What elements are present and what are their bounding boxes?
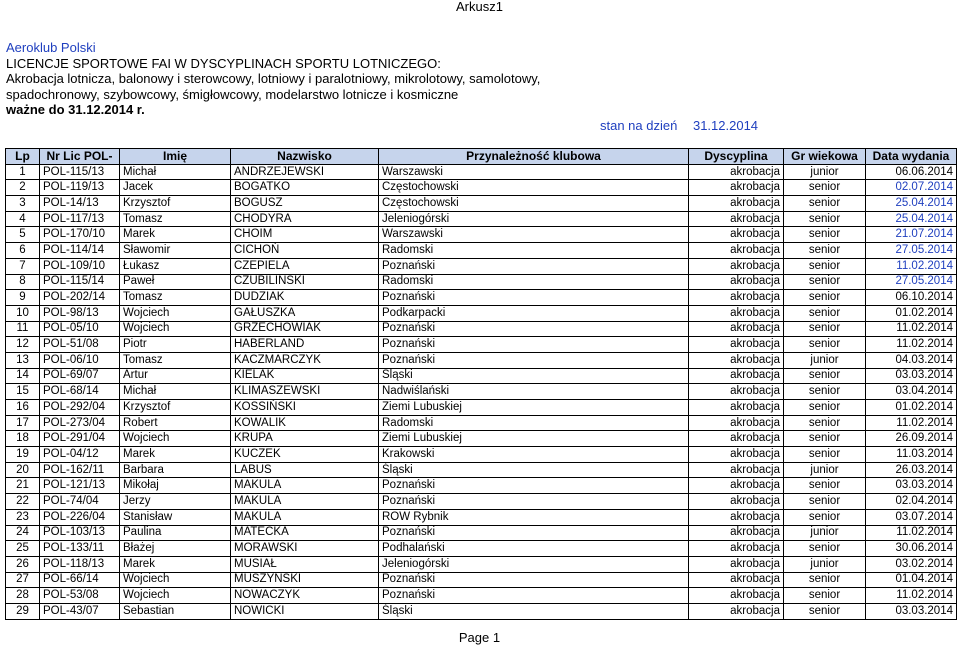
col-issue-date-cell: 02.04.2014 (866, 494, 957, 510)
col-lp-cell: 9 (6, 290, 40, 306)
col-first-name-cell: Marek (120, 447, 231, 463)
col-issue-date-cell: 03.07.2014 (866, 509, 957, 525)
col-lp-cell: 12 (6, 337, 40, 353)
col-last-name-cell: LABUS (231, 462, 379, 478)
col-issue-date-cell: 02.07.2014 (866, 180, 957, 196)
col-age-group-cell: senior (784, 494, 866, 510)
table-row (6, 352, 957, 368)
col-first-name-cell: Barbara (120, 462, 231, 478)
col-discipline-cell: akrobacja (689, 337, 784, 353)
col-first-name-cell: Michał (120, 164, 231, 180)
col-first-name-cell: Tomasz (120, 352, 231, 368)
col-lp-cell: 19 (6, 447, 40, 463)
col-issue-date-header: Data wydania (866, 149, 957, 165)
col-age-group-cell: senior (784, 274, 866, 290)
col-discipline-cell: akrobacja (689, 227, 784, 243)
col-first-name-cell: Jacek (120, 180, 231, 196)
col-club-cell: Warszawski (379, 227, 689, 243)
col-lp-cell: 22 (6, 494, 40, 510)
col-age-group-cell: junior (784, 164, 866, 180)
license-table (5, 148, 957, 620)
col-issue-date-cell: 11.02.2014 (866, 588, 957, 604)
col-age-group-cell: senior (784, 337, 866, 353)
document-header (6, 40, 540, 118)
col-first-name-cell: Jerzy (120, 494, 231, 510)
col-lp-cell: 26 (6, 556, 40, 572)
col-club-cell: Radomski (379, 274, 689, 290)
col-first-name-header: Imię (120, 149, 231, 165)
col-lp-cell: 15 (6, 384, 40, 400)
table-row (6, 337, 957, 353)
col-age-group-cell: senior (784, 227, 866, 243)
col-license-number-cell: POL-05/10 (40, 321, 120, 337)
col-age-group-cell: senior (784, 588, 866, 604)
table-row (6, 556, 957, 572)
col-lp-cell: 16 (6, 400, 40, 416)
col-discipline-header: Dyscyplina (689, 149, 784, 165)
col-lp-cell: 13 (6, 352, 40, 368)
col-first-name-cell: Wojciech (120, 321, 231, 337)
col-age-group-cell: senior (784, 368, 866, 384)
col-last-name-cell: CICHOŃ (231, 243, 379, 259)
col-discipline-cell: akrobacja (689, 400, 784, 416)
col-club-header: Przynależność klubowa (379, 149, 689, 165)
col-discipline-cell: akrobacja (689, 447, 784, 463)
col-first-name-cell: Krzysztof (120, 400, 231, 416)
col-issue-date-cell: 01.04.2014 (866, 572, 957, 588)
col-discipline-cell: akrobacja (689, 164, 784, 180)
col-license-number-cell: POL-292/04 (40, 400, 120, 416)
col-club-cell: Poznański (379, 572, 689, 588)
col-club-cell: Częstochowski (379, 196, 689, 212)
col-club-cell: Warszawski (379, 164, 689, 180)
col-lp-cell: 18 (6, 431, 40, 447)
col-first-name-cell: Piotr (120, 337, 231, 353)
col-license-number-cell: POL-43/07 (40, 603, 120, 619)
col-license-number-cell: POL-119/13 (40, 180, 120, 196)
col-license-number-cell: POL-118/13 (40, 556, 120, 572)
col-discipline-cell: akrobacja (689, 556, 784, 572)
col-last-name-cell: KACZMARCZYK (231, 352, 379, 368)
col-age-group-cell: senior (784, 415, 866, 431)
col-license-number-cell: POL-121/13 (40, 478, 120, 494)
col-club-cell: Jeleniogórski (379, 556, 689, 572)
col-age-group-cell: senior (784, 447, 866, 463)
col-age-group-cell: senior (784, 509, 866, 525)
col-issue-date-cell: 26.03.2014 (866, 462, 957, 478)
col-discipline-cell: akrobacja (689, 305, 784, 321)
col-age-group-cell: junior (784, 525, 866, 541)
col-last-name-cell: KOWALIK (231, 415, 379, 431)
col-issue-date-cell: 21.07.2014 (866, 227, 957, 243)
col-issue-date-cell: 06.10.2014 (866, 290, 957, 306)
col-discipline-cell: akrobacja (689, 525, 784, 541)
col-last-name-cell: KOSSIŃSKI (231, 400, 379, 416)
col-license-number-cell: POL-69/07 (40, 368, 120, 384)
col-lp-cell: 10 (6, 305, 40, 321)
col-license-number-cell: POL-226/04 (40, 509, 120, 525)
col-license-number-cell: POL-133/11 (40, 541, 120, 557)
col-issue-date-cell: 11.02.2014 (866, 415, 957, 431)
col-last-name-header: Nazwisko (231, 149, 379, 165)
table-row (6, 494, 957, 510)
col-club-cell: Częstochowski (379, 180, 689, 196)
table-header-row (6, 149, 957, 165)
col-club-cell: Śląski (379, 603, 689, 619)
col-club-cell: ROW Rybnik (379, 509, 689, 525)
col-lp-cell: 25 (6, 541, 40, 557)
col-first-name-cell: Robert (120, 415, 231, 431)
col-lp-cell: 11 (6, 321, 40, 337)
table-row (6, 572, 957, 588)
page-number: Page 1 (458, 630, 501, 645)
col-age-group-header: Gr wiekowa (784, 149, 866, 165)
col-lp-cell: 27 (6, 572, 40, 588)
col-club-cell: Poznański (379, 478, 689, 494)
col-first-name-cell: Marek (120, 556, 231, 572)
col-last-name-cell: GAŁUSZKA (231, 305, 379, 321)
col-first-name-cell: Mikołaj (120, 478, 231, 494)
table-row (6, 196, 957, 212)
col-age-group-cell: senior (784, 196, 866, 212)
col-last-name-cell: KRUPA (231, 431, 379, 447)
col-last-name-cell: DUDZIAK (231, 290, 379, 306)
col-license-number-cell: POL-115/14 (40, 274, 120, 290)
table-row (6, 243, 957, 259)
col-age-group-cell: senior (784, 541, 866, 557)
col-issue-date-cell: 03.03.2014 (866, 478, 957, 494)
col-license-number-cell: POL-51/08 (40, 337, 120, 353)
col-first-name-cell: Michał (120, 384, 231, 400)
table-row (6, 603, 957, 619)
col-lp-cell: 6 (6, 243, 40, 259)
col-club-cell: Poznański (379, 352, 689, 368)
col-club-cell: Ziemi Lubuskiej (379, 400, 689, 416)
col-club-cell: Śląski (379, 368, 689, 384)
col-discipline-cell: akrobacja (689, 541, 784, 557)
col-license-number-cell: POL-04/12 (40, 447, 120, 463)
col-license-number-cell: POL-103/13 (40, 525, 120, 541)
col-first-name-cell: Wojciech (120, 431, 231, 447)
table-row (6, 431, 957, 447)
col-last-name-cell: HABERLAND (231, 337, 379, 353)
col-last-name-cell: MAKULA (231, 509, 379, 525)
col-age-group-cell: senior (784, 180, 866, 196)
col-lp-cell: 28 (6, 588, 40, 604)
table-row (6, 509, 957, 525)
col-discipline-cell: akrobacja (689, 478, 784, 494)
col-lp-cell: 20 (6, 462, 40, 478)
col-age-group-cell: senior (784, 478, 866, 494)
col-discipline-cell: akrobacja (689, 274, 784, 290)
table-row (6, 258, 957, 274)
col-issue-date-cell: 27.05.2014 (866, 274, 957, 290)
col-discipline-cell: akrobacja (689, 384, 784, 400)
col-discipline-cell: akrobacja (689, 321, 784, 337)
table-row (6, 305, 957, 321)
col-discipline-cell: akrobacja (689, 196, 784, 212)
col-first-name-cell: Paulina (120, 525, 231, 541)
col-issue-date-cell: 03.02.2014 (866, 556, 957, 572)
table-row (6, 525, 957, 541)
col-license-number-cell: POL-114/14 (40, 243, 120, 259)
col-last-name-cell: GRZECHOWIAK (231, 321, 379, 337)
col-first-name-cell: Paweł (120, 274, 231, 290)
col-issue-date-cell: 30.06.2014 (866, 541, 957, 557)
col-last-name-cell: NOWACZYK (231, 588, 379, 604)
col-discipline-cell: akrobacja (689, 572, 784, 588)
sheet-title: Arkusz1 (456, 0, 503, 14)
col-discipline-cell: akrobacja (689, 431, 784, 447)
col-license-number-cell: POL-14/13 (40, 196, 120, 212)
col-first-name-cell: Tomasz (120, 211, 231, 227)
col-last-name-cell: ANDRZEJEWSKI (231, 164, 379, 180)
col-last-name-cell: NOWICKI (231, 603, 379, 619)
col-age-group-cell: senior (784, 243, 866, 259)
col-club-cell: Radomski (379, 415, 689, 431)
disciplines-line-1: Akrobacja lotnicza, balonowy i sterowcowy, lotniowy i paralotniowy, mikrolotowy, samolotowy, (6, 71, 541, 87)
col-club-cell: Jeleniogórski (379, 211, 689, 227)
organization-name: Aeroklub Polski (6, 40, 96, 55)
col-lp-cell: 3 (6, 196, 40, 212)
col-license-number-cell: POL-68/14 (40, 384, 120, 400)
col-age-group-cell: senior (784, 211, 866, 227)
table-row (6, 384, 957, 400)
col-lp-cell: 24 (6, 525, 40, 541)
table-row (6, 415, 957, 431)
col-first-name-cell: Łukasz (120, 258, 231, 274)
col-last-name-cell: KUCZEK (231, 447, 379, 463)
col-license-number-cell: POL-117/13 (40, 211, 120, 227)
col-club-cell: Krakowski (379, 447, 689, 463)
table-row (6, 368, 957, 384)
col-issue-date-cell: 11.02.2014 (866, 525, 957, 541)
col-license-number-header: Nr Lic POL- (40, 149, 120, 165)
status-date-value: 31.12.2014 (692, 118, 759, 133)
col-discipline-cell: akrobacja (689, 415, 784, 431)
col-first-name-cell: Stanisław (120, 509, 231, 525)
col-discipline-cell: akrobacja (689, 180, 784, 196)
col-club-cell: Ziemi Lubuskiej (379, 431, 689, 447)
col-last-name-cell: KIELAK (231, 368, 379, 384)
col-license-number-cell: POL-202/14 (40, 290, 120, 306)
col-discipline-cell: akrobacja (689, 258, 784, 274)
col-license-number-cell: POL-273/04 (40, 415, 120, 431)
col-lp-cell: 23 (6, 509, 40, 525)
col-last-name-cell: MORAWSKI (231, 541, 379, 557)
table-row (6, 447, 957, 463)
col-discipline-cell: akrobacja (689, 368, 784, 384)
col-lp-cell: 29 (6, 603, 40, 619)
col-age-group-cell: junior (784, 352, 866, 368)
col-issue-date-cell: 27.05.2014 (866, 243, 957, 259)
table-row (6, 290, 957, 306)
col-discipline-cell: akrobacja (689, 588, 784, 604)
col-license-number-cell: POL-06/10 (40, 352, 120, 368)
col-club-cell: Poznański (379, 525, 689, 541)
col-lp-cell: 8 (6, 274, 40, 290)
table-row (6, 400, 957, 416)
col-license-number-cell: POL-66/14 (40, 572, 120, 588)
col-club-cell: Poznański (379, 258, 689, 274)
col-issue-date-cell: 01.02.2014 (866, 400, 957, 416)
col-club-cell: Śląski (379, 462, 689, 478)
col-license-number-cell: POL-53/08 (40, 588, 120, 604)
col-discipline-cell: akrobacja (689, 509, 784, 525)
col-lp-cell: 1 (6, 164, 40, 180)
status-label: stan na dzień (600, 118, 678, 133)
col-age-group-cell: senior (784, 305, 866, 321)
col-age-group-cell: senior (784, 400, 866, 416)
col-license-number-cell: POL-109/10 (40, 258, 120, 274)
col-club-cell: Nadwiślański (379, 384, 689, 400)
col-issue-date-cell: 06.06.2014 (866, 164, 957, 180)
col-age-group-cell: junior (784, 462, 866, 478)
col-issue-date-cell: 03.03.2014 (866, 368, 957, 384)
col-issue-date-cell: 04.03.2014 (866, 352, 957, 368)
col-club-cell: Poznański (379, 321, 689, 337)
col-club-cell: Poznański (379, 494, 689, 510)
col-club-cell: Poznański (379, 290, 689, 306)
table-row (6, 227, 957, 243)
table-row (6, 541, 957, 557)
col-lp-cell: 17 (6, 415, 40, 431)
document-title: LICENCJE SPORTOWE FAI W DYSCYPLINACH SPORTU LOTNICZEGO: (6, 55, 441, 71)
col-age-group-cell: senior (784, 321, 866, 337)
status-date (600, 118, 758, 133)
col-lp-cell: 2 (6, 180, 40, 196)
col-issue-date-cell: 25.04.2014 (866, 196, 957, 212)
col-age-group-cell: junior (784, 556, 866, 572)
col-license-number-cell: POL-291/04 (40, 431, 120, 447)
col-first-name-cell: Wojciech (120, 572, 231, 588)
table-row (6, 321, 957, 337)
col-club-cell: Radomski (379, 243, 689, 259)
col-last-name-cell: MUSZYŃSKI (231, 572, 379, 588)
col-club-cell: Poznański (379, 588, 689, 604)
table-row (6, 478, 957, 494)
col-license-number-cell: POL-115/13 (40, 164, 120, 180)
col-age-group-cell: senior (784, 603, 866, 619)
col-license-number-cell: POL-98/13 (40, 305, 120, 321)
table-row (6, 180, 957, 196)
col-lp-cell: 4 (6, 211, 40, 227)
col-discipline-cell: akrobacja (689, 243, 784, 259)
col-first-name-cell: Sebastian (120, 603, 231, 619)
col-age-group-cell: senior (784, 290, 866, 306)
col-lp-cell: 21 (6, 478, 40, 494)
col-last-name-cell: MAKULA (231, 478, 379, 494)
table-row (6, 211, 957, 227)
col-age-group-cell: senior (784, 384, 866, 400)
col-discipline-cell: akrobacja (689, 462, 784, 478)
col-last-name-cell: BOGATKO (231, 180, 379, 196)
col-issue-date-cell: 25.04.2014 (866, 211, 957, 227)
table-row (6, 164, 957, 180)
col-last-name-cell: CZEPIELA (231, 258, 379, 274)
col-issue-date-cell: 03.03.2014 (866, 603, 957, 619)
col-license-number-cell: POL-162/11 (40, 462, 120, 478)
table-row (6, 462, 957, 478)
col-issue-date-cell: 01.02.2014 (866, 305, 957, 321)
col-discipline-cell: akrobacja (689, 290, 784, 306)
col-issue-date-cell: 03.04.2014 (866, 384, 957, 400)
col-issue-date-cell: 11.02.2014 (866, 337, 957, 353)
col-last-name-cell: CZUBILIŃSKI (231, 274, 379, 290)
col-last-name-cell: MUSIAŁ (231, 556, 379, 572)
col-first-name-cell: Błażej (120, 541, 231, 557)
col-issue-date-cell: 26.09.2014 (866, 431, 957, 447)
col-lp-cell: 5 (6, 227, 40, 243)
col-discipline-cell: akrobacja (689, 494, 784, 510)
col-age-group-cell: senior (784, 258, 866, 274)
col-first-name-cell: Sławomir (120, 243, 231, 259)
col-discipline-cell: akrobacja (689, 211, 784, 227)
col-last-name-cell: MAKULA (231, 494, 379, 510)
col-club-cell: Podhalański (379, 541, 689, 557)
col-first-name-cell: Artur (120, 368, 231, 384)
col-club-cell: Poznański (379, 337, 689, 353)
col-first-name-cell: Tomasz (120, 290, 231, 306)
col-age-group-cell: senior (784, 431, 866, 447)
table-row (6, 274, 957, 290)
col-issue-date-cell: 11.02.2014 (866, 321, 957, 337)
validity-note: ważne do 31.12.2014 r. (6, 102, 145, 118)
col-club-cell: Podkarpacki (379, 305, 689, 321)
col-issue-date-cell: 11.03.2014 (866, 447, 957, 463)
col-first-name-cell: Wojciech (120, 305, 231, 321)
col-lp-header: Lp (6, 149, 40, 165)
col-lp-cell: 14 (6, 368, 40, 384)
col-discipline-cell: akrobacja (689, 352, 784, 368)
col-first-name-cell: Krzysztof (120, 196, 231, 212)
col-last-name-cell: CHOIM (231, 227, 379, 243)
col-age-group-cell: senior (784, 572, 866, 588)
col-license-number-cell: POL-74/04 (40, 494, 120, 510)
col-license-number-cell: POL-170/10 (40, 227, 120, 243)
col-last-name-cell: BOGUSZ (231, 196, 379, 212)
col-first-name-cell: Wojciech (120, 588, 231, 604)
col-last-name-cell: MATECKA (231, 525, 379, 541)
col-lp-cell: 7 (6, 258, 40, 274)
col-first-name-cell: Marek (120, 227, 231, 243)
col-issue-date-cell: 11.02.2014 (866, 258, 957, 274)
disciplines-line-2: spadochronowy, szybowcowy, śmigłowcowy, modelarstwo lotnicze i kosmiczne (6, 86, 459, 102)
col-last-name-cell: CHODYRA (231, 211, 379, 227)
col-last-name-cell: KLIMASZEWSKI (231, 384, 379, 400)
col-discipline-cell: akrobacja (689, 603, 784, 619)
table-row (6, 588, 957, 604)
